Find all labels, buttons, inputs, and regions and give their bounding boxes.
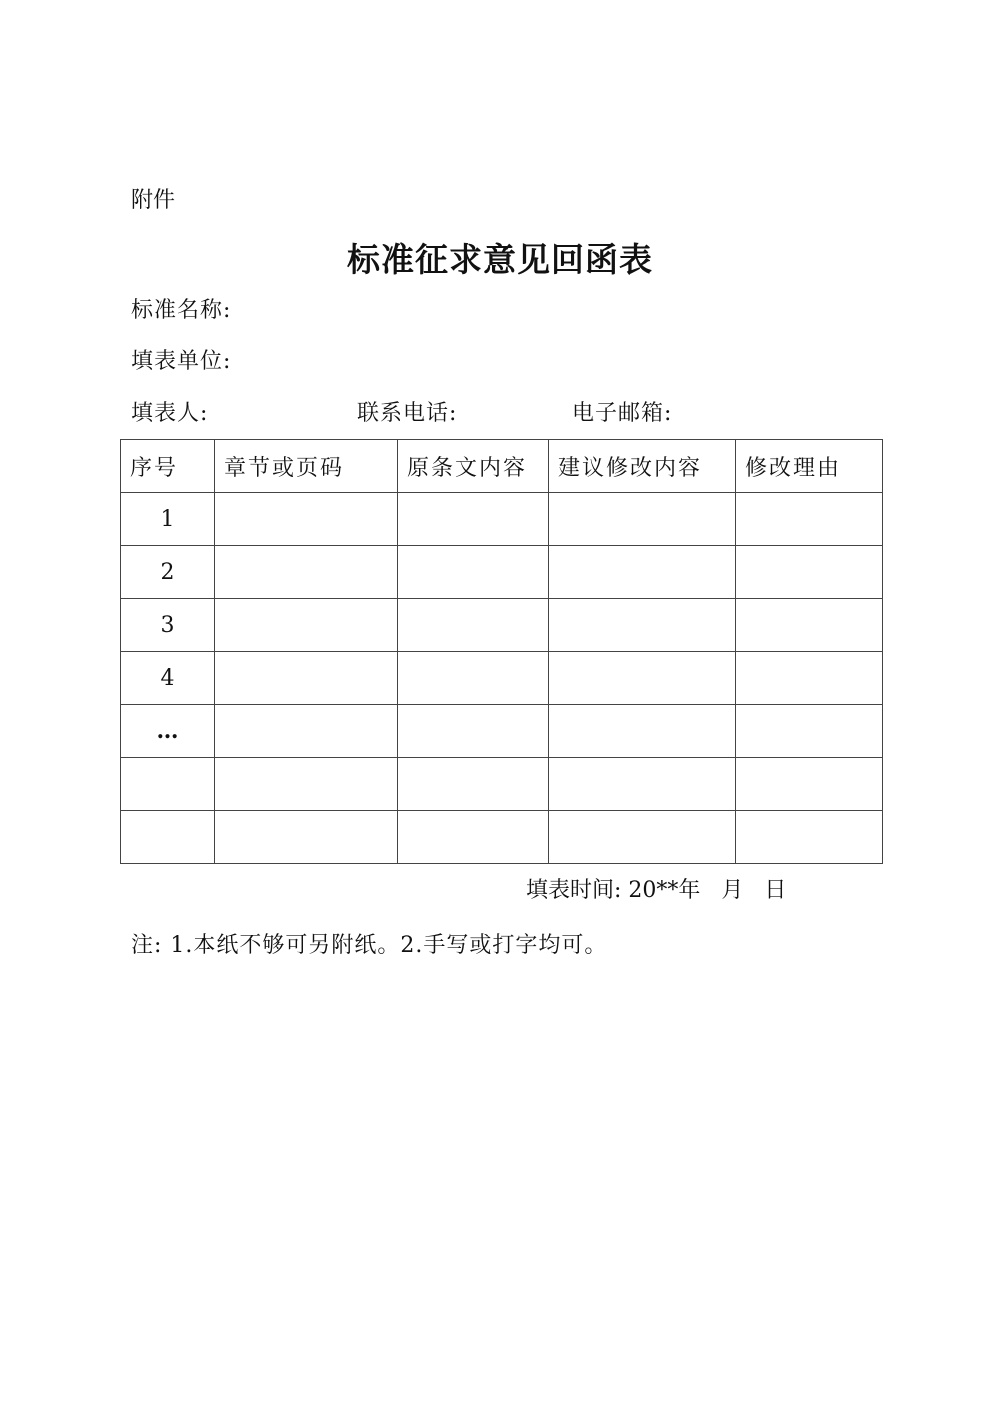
table-cell[interactable] bbox=[736, 546, 883, 599]
table-cell[interactable] bbox=[549, 811, 736, 864]
table-row bbox=[121, 546, 883, 599]
row-index: 2 bbox=[121, 546, 215, 599]
table-cell[interactable] bbox=[736, 811, 883, 864]
column-header-index: 序号 bbox=[121, 440, 215, 493]
standard-name-label: 标准名称: bbox=[131, 298, 232, 323]
column-header-chapter: 章节或页码 bbox=[215, 440, 398, 493]
table-row bbox=[121, 599, 883, 652]
table-cell[interactable] bbox=[215, 546, 398, 599]
table-cell[interactable] bbox=[398, 546, 549, 599]
column-header-reason: 修改理由 bbox=[736, 440, 883, 493]
row-index: 4 bbox=[121, 652, 215, 705]
fill-time-label: 填表时间: 20**年 月 日 bbox=[526, 878, 787, 903]
table-row bbox=[121, 811, 883, 864]
row-index: … bbox=[121, 705, 215, 758]
table-row bbox=[121, 705, 883, 758]
table-cell[interactable] bbox=[398, 811, 549, 864]
table-cell[interactable] bbox=[549, 493, 736, 546]
column-header-original-text: 原条文内容 bbox=[398, 440, 549, 493]
table-cell[interactable] bbox=[215, 652, 398, 705]
page-title: 标准征求意见回函表 bbox=[347, 240, 653, 279]
table-cell[interactable] bbox=[398, 705, 549, 758]
table-cell[interactable] bbox=[398, 652, 549, 705]
table-cell[interactable] bbox=[736, 599, 883, 652]
table-header-row bbox=[121, 440, 883, 493]
table-cell[interactable] bbox=[215, 493, 398, 546]
table-cell[interactable] bbox=[215, 811, 398, 864]
table-row bbox=[121, 758, 883, 811]
table-cell[interactable] bbox=[736, 758, 883, 811]
column-header-suggestion: 建议修改内容 bbox=[549, 440, 736, 493]
row-index: 3 bbox=[121, 599, 215, 652]
row-index bbox=[121, 811, 215, 864]
filler-label: 填表人: bbox=[131, 401, 209, 426]
table-cell[interactable] bbox=[215, 758, 398, 811]
email-label: 电子邮箱: bbox=[572, 401, 673, 426]
row-index: 1 bbox=[121, 493, 215, 546]
table-row bbox=[121, 493, 883, 546]
table-cell[interactable] bbox=[549, 652, 736, 705]
table-cell[interactable] bbox=[215, 705, 398, 758]
table-cell[interactable] bbox=[549, 546, 736, 599]
table-row bbox=[121, 652, 883, 705]
phone-label: 联系电话: bbox=[357, 401, 458, 426]
table-cell[interactable] bbox=[736, 652, 883, 705]
table-cell[interactable] bbox=[549, 705, 736, 758]
filling-unit-label: 填表单位: bbox=[131, 349, 232, 374]
attachment-label: 附件 bbox=[131, 188, 176, 213]
table-cell[interactable] bbox=[398, 493, 549, 546]
table-cell[interactable] bbox=[736, 705, 883, 758]
table-cell[interactable] bbox=[398, 599, 549, 652]
table-cell[interactable] bbox=[549, 758, 736, 811]
table-cell[interactable] bbox=[215, 599, 398, 652]
note-text: 注: 1.本纸不够可另附纸。2.手写或打字均可。 bbox=[131, 933, 608, 958]
table-cell[interactable] bbox=[549, 599, 736, 652]
feedback-table bbox=[120, 439, 883, 864]
table-cell[interactable] bbox=[398, 758, 549, 811]
row-index bbox=[121, 758, 215, 811]
table-cell[interactable] bbox=[736, 493, 883, 546]
